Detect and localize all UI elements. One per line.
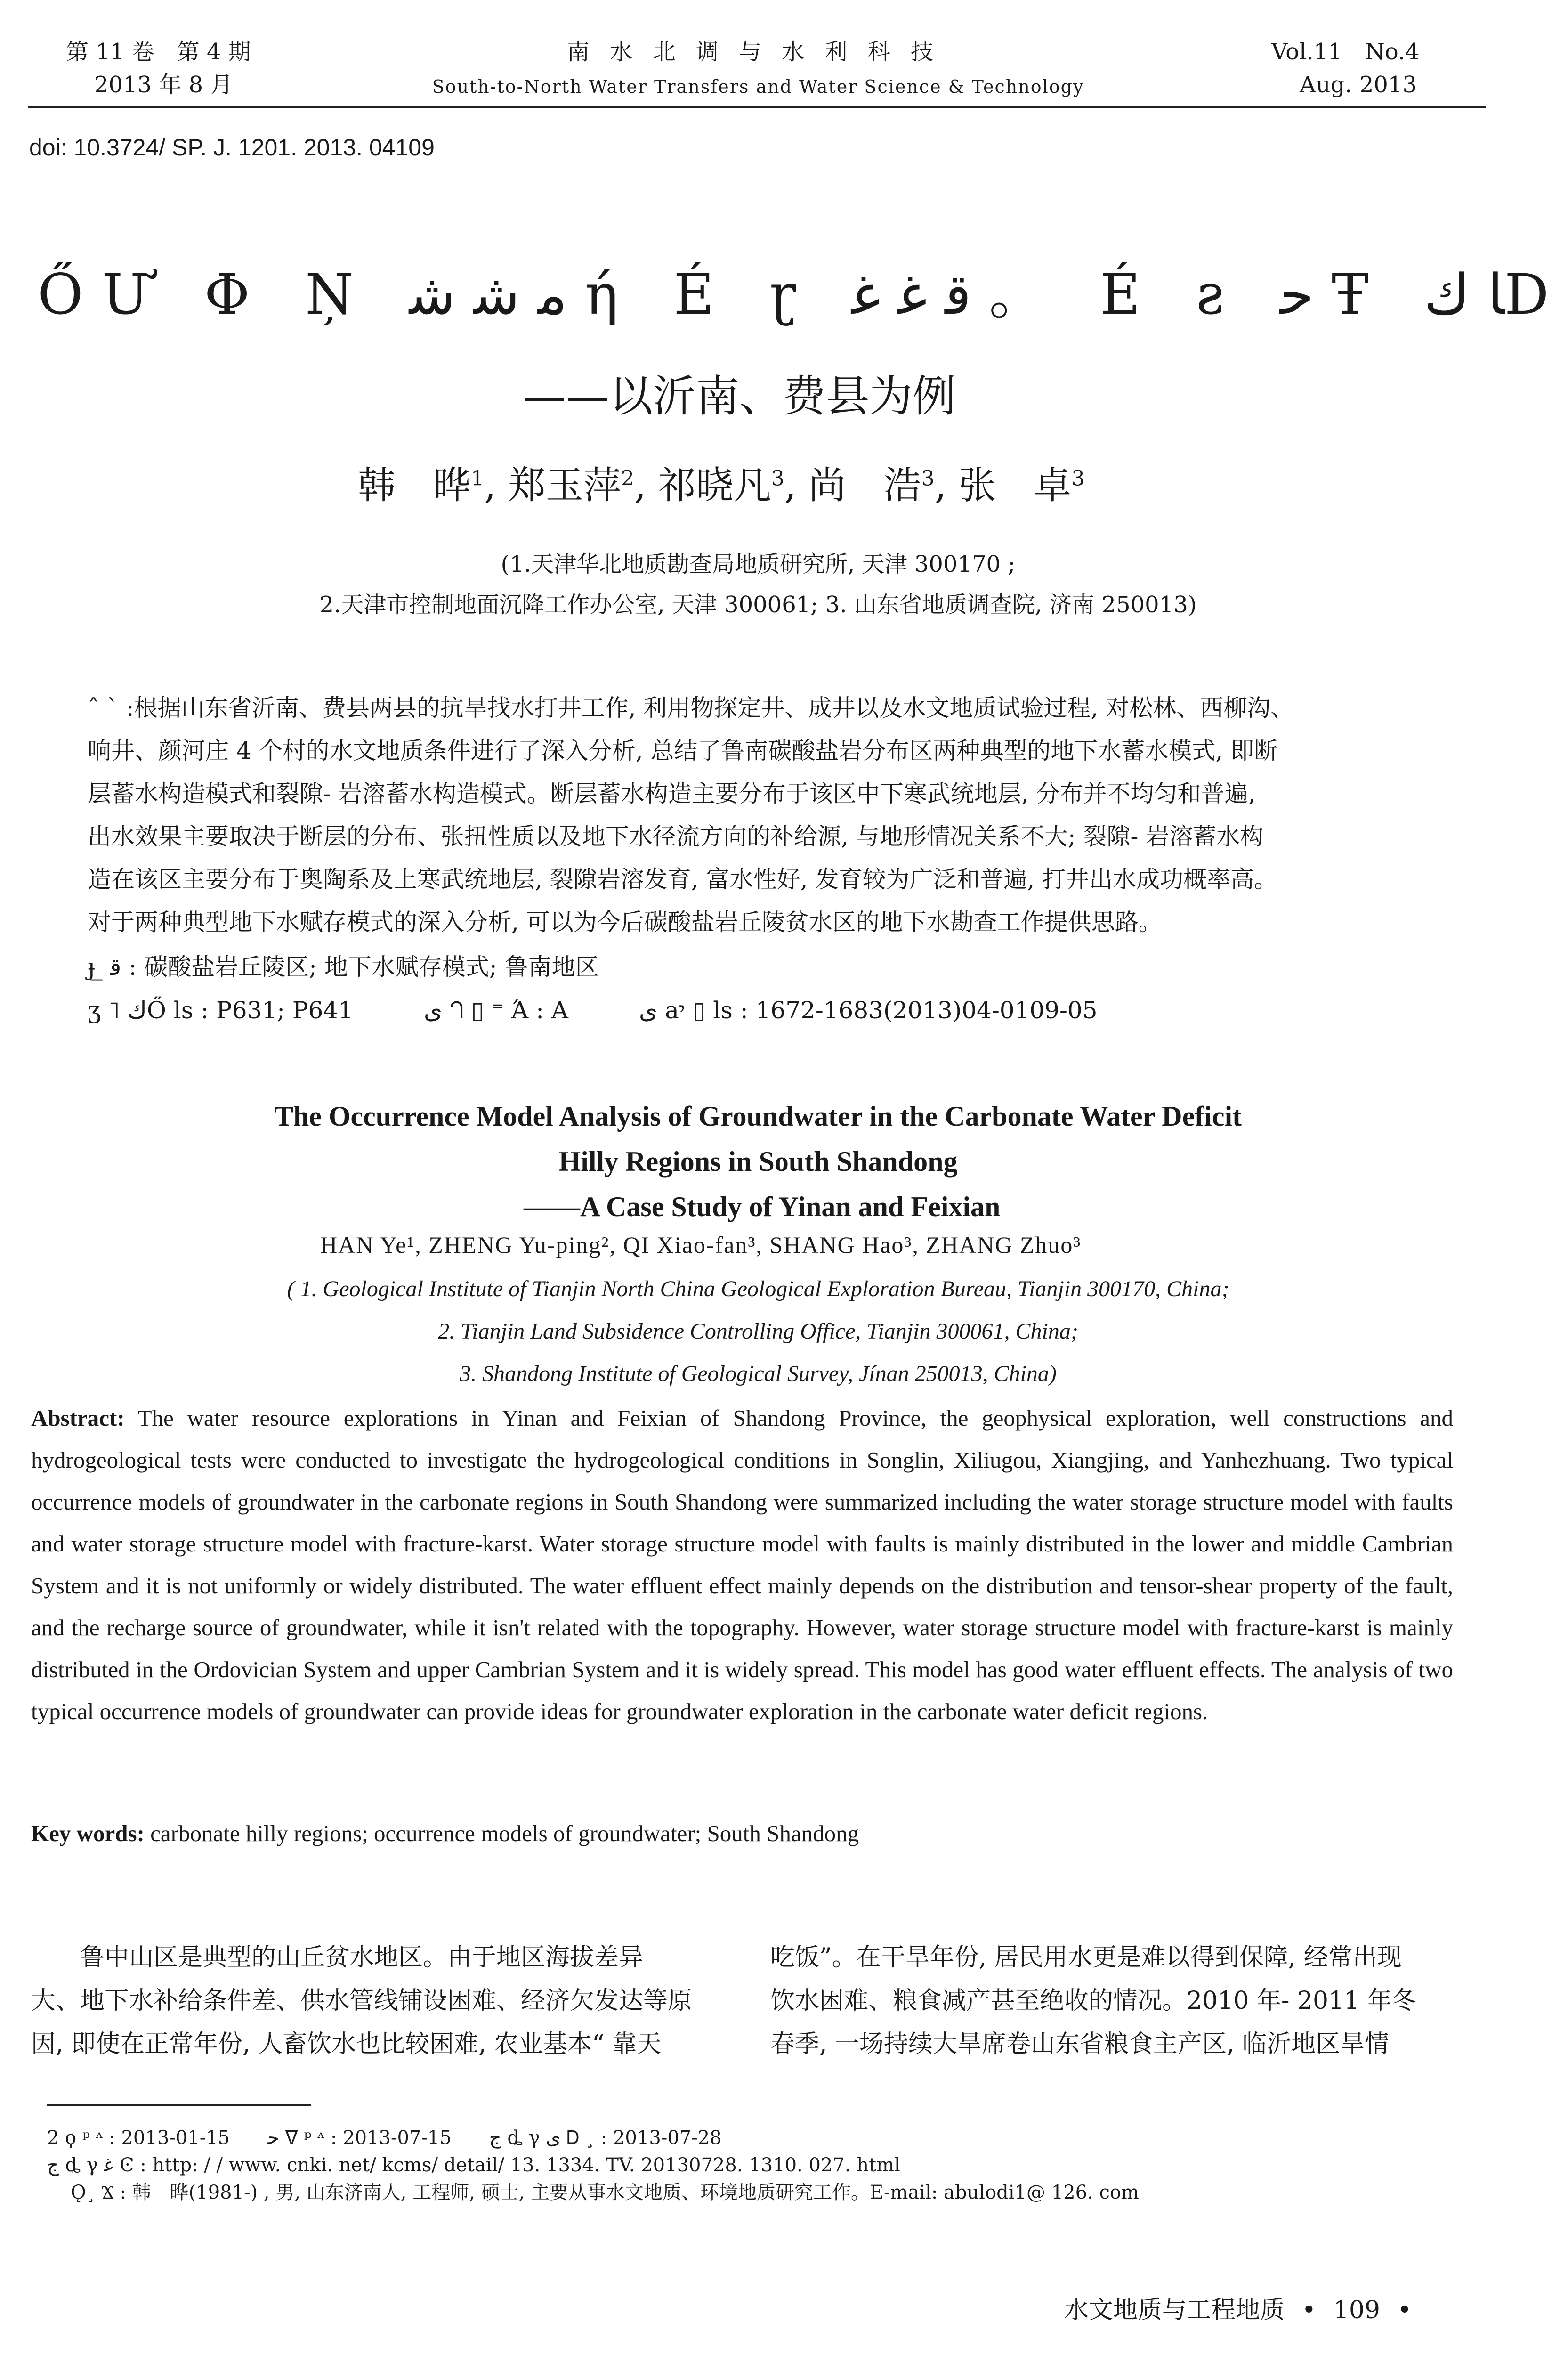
title-en-line-1: The Occurrence Model Analysis of Groundwater in the Carbonate Water Deficit	[274, 1101, 1242, 1132]
body-line: 鲁中山区是典型的山丘贫水地区。由于地区海拔差异	[31, 1943, 644, 1972]
author-cn: 郑玉萍$^2$	[508, 463, 634, 507]
body-line: 饮水困难、粮食减产甚至绝收的情况。2010 年- 2011 年冬	[770, 1987, 1416, 2015]
abstract-en-label: Abstract:	[31, 1405, 125, 1431]
body-line: 因, 即使在正常年份, 人畜饮水也比较困难, 农业基本“ 靠天	[31, 2030, 662, 2058]
affiliation-cn-2: 2.天津市控制地面沉降工作办公室, 天津 300061; 3. 山东省地质调查院, 济南 250013)	[319, 592, 1197, 618]
keywords-cn-label: ɟ ̲ ﻗ :	[88, 953, 137, 981]
author-affiliation-number: 3	[1071, 466, 1085, 491]
body-line: 吃饭”。在干旱年份, 居民用水更是难以得到保障, 经常出现	[770, 1943, 1402, 1972]
footnote-url: ﺝ ȡ γ ﻏ Ͼ : http: / / www. cnki. net/ kcms/ detail/ 13. 1334. TV. 20130728. 1310. 027. html	[47, 2154, 900, 2176]
keywords-en	[31, 1812, 1453, 1854]
body-line: 春季, 一场持续大旱席卷山东省粮食主产区, 临沂地区旱情	[770, 2030, 1390, 2058]
author-affiliation-number: 2	[621, 466, 634, 491]
header-journal-cn: 南 水 北 调 与 水 利 科 技	[566, 39, 940, 65]
abstract-cn-line: 层蓄水构造模式和裂隙- 岩溶蓄水构造模式。断层蓄水构造主要分布于该区中下寒武统地层, 分布并不均匀和普遍,	[88, 780, 1256, 807]
authors-en: HAN Ye¹, ZHENG Yu-ping², QI Xiao-fan³, SHANG Hao³, ZHANG Zhuo³	[320, 1232, 1082, 1258]
keywords-cn	[88, 946, 599, 989]
header-journal-en: South-to-North Water Transfers and Water Science & Technology	[432, 76, 1084, 97]
page-number: 109	[1333, 2296, 1381, 2324]
title-en-line-2: Hilly Regions in South Shandong	[558, 1146, 958, 1177]
classification-item: ʒ ˥ ﻙŐ ls : P631; P641	[88, 997, 353, 1024]
affiliation-en-2: 2. Tianjin Land Subsidence Controlling Office, Tianjin 300061, China;	[438, 1319, 1078, 1344]
keywords-en-label: Key words:	[31, 1820, 145, 1846]
keywords-cn-text: 碳酸盐岩丘陵区; 地下水赋存模式; 鲁南地区	[144, 953, 599, 981]
header-date-en: Aug. 2013	[1300, 72, 1417, 98]
affiliation-cn-1: (1.天津华北地质勘查局地质研究所, 天津 300170 ;	[501, 551, 1016, 577]
abstract-cn-line: ˆ ˋ :根据山东省沂南、费县两县的抗旱找水打井工作, 利用物探定井、成井以及水文地质试验过程, 对松林、西柳沟、	[88, 694, 1294, 722]
footnote-author: Ǫ¸ Ϫ : 韩 晔(1981-) , 男, 山东济南人, 工程师, 硕士, 主要从事水文地质、环境地质研究工作。E-mail: abulodi1@ 126. com	[71, 2182, 1139, 2203]
classification-item: ی aי ▯ ls : 1672-1683(2013)04-0109-05	[639, 997, 1098, 1024]
header-rule	[28, 106, 1486, 108]
authors-cn: 韩 晔$^1$, 郑玉萍$^2$, 祁晓凡$^3$, 尚 浩$^3$, 张 卓$^3$	[358, 463, 1085, 507]
body-line: 大、地下水补给条件差、供水管线铺设困难、经济欠发达等原	[31, 1987, 693, 2015]
header-volume: 第 11 卷 第 4 期	[66, 39, 251, 65]
affiliation-en-3: 3. Shandong Institute of Geological Survey, Jínan 250013, China)	[460, 1361, 1057, 1386]
body-column-left	[31, 1936, 719, 2066]
footer-journal: 水文地质与工程地质	[1064, 2296, 1285, 2324]
footnote-dates: 2 ϙ ᵖ ᶺ : 2013-01-15 ﺣ ᐁ ᵖ ᶺ : 2013-07-15 ﺝ ȡ γ ی Ꭰ ¸ : 2013-07-28	[47, 2127, 722, 2149]
header-date: 2013 年 8 月	[94, 72, 233, 98]
classification-item: ی ᘃ ▯ ⁼ Ά : A	[423, 997, 569, 1024]
author-cn: 张 卓$^3$	[958, 463, 1085, 507]
header-vol-en: Vol.11 No.4	[1271, 39, 1420, 65]
doi: doi: 10.3724/ SP. J. 1201. 2013. 04109	[29, 134, 435, 161]
body-column-right	[770, 1936, 1458, 2066]
author-cn: 尚 浩$^3$	[808, 463, 935, 507]
subtitle-cn: ——以沂南、费县为例	[523, 371, 956, 422]
author-affiliation-number: 1	[471, 466, 484, 491]
abstract-cn-line: 对于两种典型地下水赋存模式的深入分析, 可以为今后碳酸盐岩丘陵贫水区的地下水勘查工作提供思路。	[88, 909, 1162, 936]
title-cn: ŐƯ Φ Ņ ﻣ ﺷ ﺷ ή É ɽ ﻗ ﻏ ﻏ 。 É ƨ ﺣ Ŧ ﺎ ﻙD	[38, 262, 1568, 327]
author-affiliation-number: 3	[771, 466, 784, 491]
abstract-en-text: The water resource explorations in Yinan and Feixian of Shandong Province, the geophysical exploration, well constructions and hydrogeological tests were conducted to investigate the hydrogeological conditions in Songlin, Xiliugou, Xiangjing, and Yanhezhuang. Two typical occurrence models of groundwater in the carbonate regions in South Shandong were summarized including the water storage structure model with faults and water storage structure model with fracture-karst. Water storage structure model with faults is mainly distributed in the lower and middle Cambrian System and it is not uniformly or widely distributed. The water effluent effect mainly depends on the distribution and tensor-shear property of the fault, and the recharge source of groundwater, while it isn't related with the topography. However, water storage structure model with fracture-karst is mainly distributed in the Ordovician System and upper Cambrian System and it is widely spread. This model has good water effluent effects. The analysis of two typical occurrence models of groundwater can provide ideas for groundwater exploration in the carbonate water deficit regions.	[31, 1405, 1453, 1724]
author-cn: 韩 晔$^1$	[358, 463, 484, 507]
affiliation-en-1: ( 1. Geological Institute of Tianjin North China Geological Exploration Bureau, Tianjin 300170, China;	[287, 1276, 1229, 1301]
abstract-cn-line: 造在该区主要分布于奥陶系及上寒武统地层, 裂隙岩溶发育, 富水性好, 发育较为广泛和普遍, 打井出水成功概率高。	[88, 866, 1278, 893]
abstract-cn-line: 出水效果主要取决于断层的分布、张扭性质以及地下水径流方向的补给源, 与地形情况关系不大; 裂隙- 岩溶蓄水构	[88, 823, 1264, 850]
footnote-rule	[47, 2104, 311, 2106]
abstract-cn	[88, 687, 1453, 944]
abstract-en	[31, 1397, 1453, 1732]
title-en-line-3: ——A Case Study of Yinan and Feixian	[524, 1191, 1001, 1222]
author-cn: 祁晓凡$^3$	[658, 463, 784, 507]
author-affiliation-number: 3	[921, 466, 935, 491]
keywords-en-text: carbonate hilly regions; occurrence models of groundwater; South Shandong	[150, 1820, 859, 1846]
abstract-cn-label: ˆ ˋ :	[88, 694, 134, 722]
classification-line	[88, 989, 1168, 1032]
abstract-cn-line: 响井、颜河庄 4 个村的水文地质条件进行了深入分析, 总结了鲁南碳酸盐岩分布区两种典型的地下水蓄水模式, 即断	[88, 737, 1278, 764]
page-footer: 水文地质与工程地质 • 109 •	[1064, 2296, 1412, 2324]
